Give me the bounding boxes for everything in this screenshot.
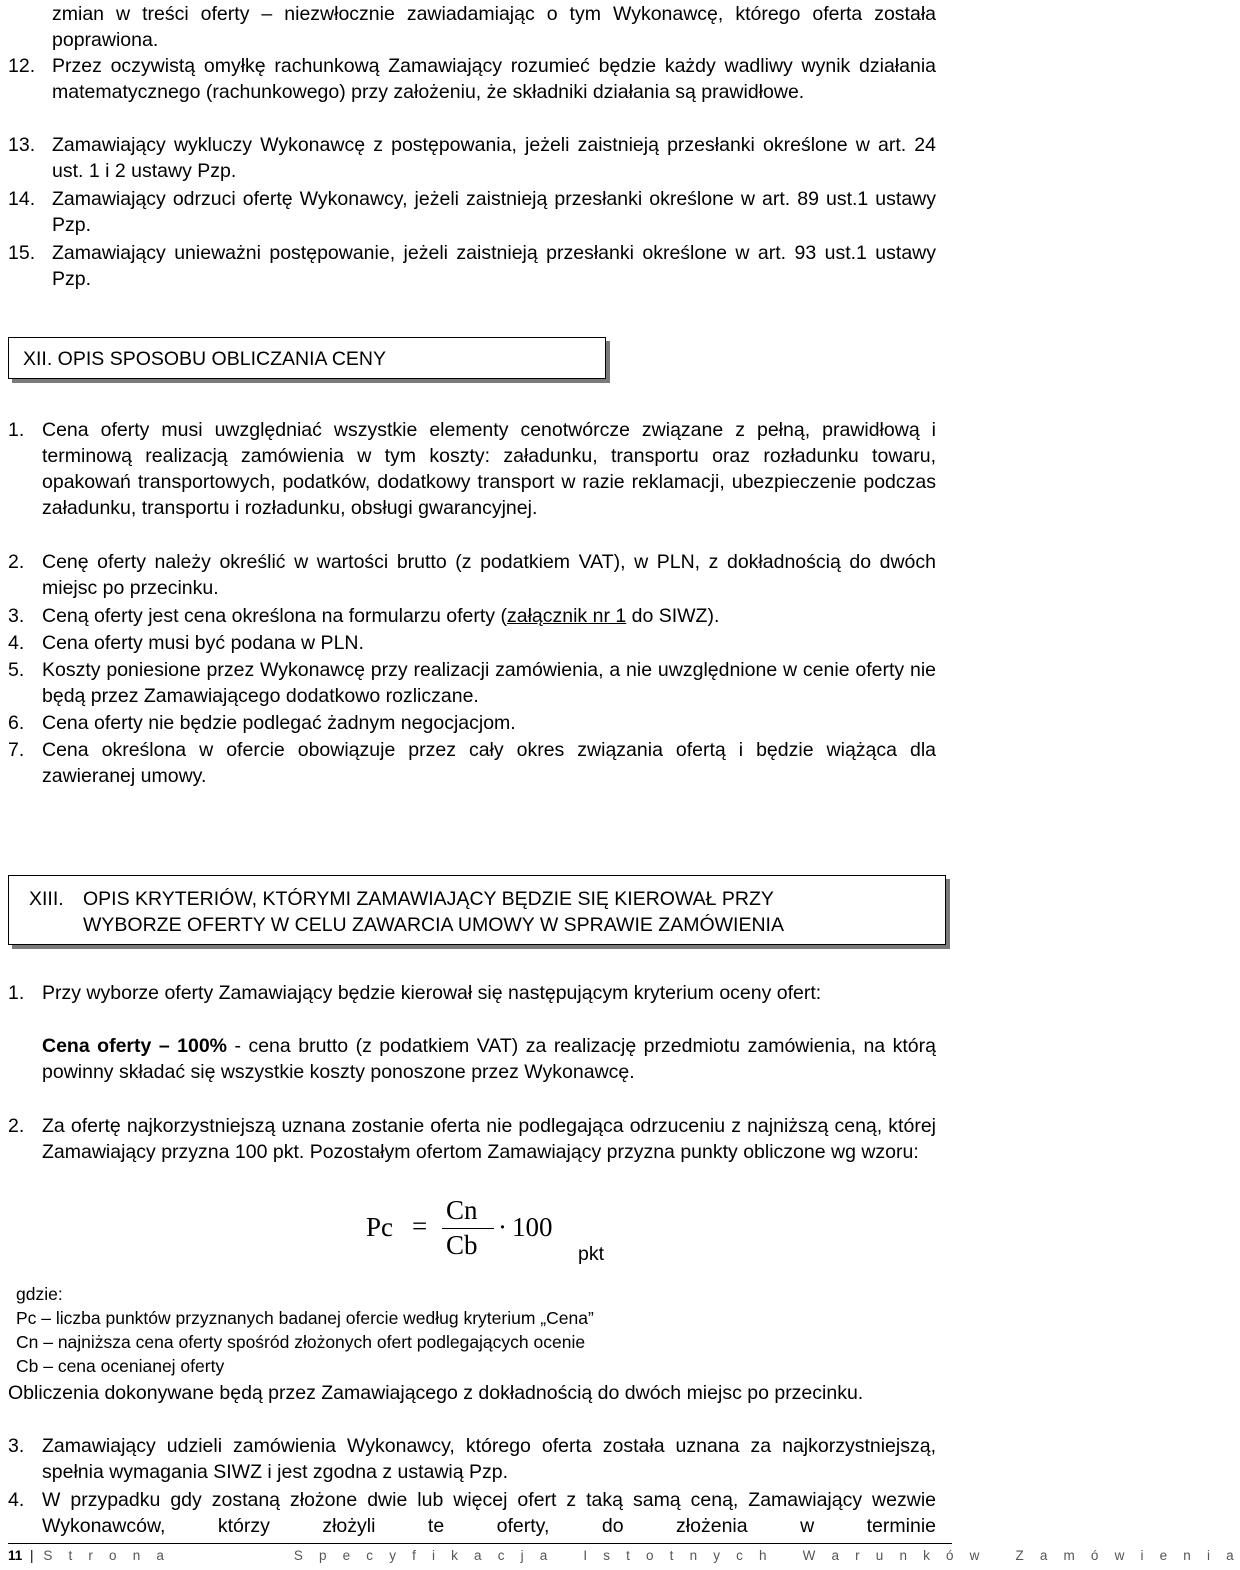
item-text: Cena oferty musi uwzględniać wszystkie elementy cenotwórcze związane z pełną, prawidłową i terminową realizacją zamówienia w tym koszty: załadunku, transportu oraz rozładunku towaru, opakowań transportowych, podatków, dodatkowy transport w razie reklamacji, ubezpieczenie podczas załadunku, transportu i rozładunku, obsługi gwarancyjnej. [42, 419, 936, 519]
item-text: Zamawiający unieważni postępowanie, jeżeli zaistnieją przesłanki określone w art. 93 ust.1 ustawy Pzp. [52, 242, 936, 290]
list-item [8, 1113, 936, 1191]
item-number: 5. [8, 659, 25, 681]
item-number: 6. [8, 712, 25, 734]
list-item [8, 549, 936, 601]
item-number: 3. [8, 605, 25, 627]
item-number: 12. [8, 55, 36, 77]
section-heading-xiii [8, 875, 946, 945]
item-text: Cena oferty nie będzie podlegać żadnym negocjacjom. [42, 712, 516, 734]
list-item [8, 980, 936, 1032]
page-number: 11 [8, 1548, 23, 1563]
item-number: 14. [8, 188, 36, 210]
item-text: Zamawiający udzieli zamówienia Wykonawcy, którego oferta została uznana za najkorzystniejszą, spełnia wymagania SIWZ i jest zgodna z ustawią Pzp. [42, 1435, 936, 1483]
section-heading-line2: WYBORZE OFERTY W CELU ZAWARCIA UMOWY W SPRAWIE ZAMÓWIENIA [83, 914, 784, 936]
item-text: Zamawiający wykluczy Wykonawcę z postępowania, jeżeli zaistnieją przesłanki określone w art. 24 ust. 1 i 2 ustawy Pzp. [52, 134, 936, 182]
item-number: 1. [8, 982, 25, 1004]
footer-divider [8, 1543, 952, 1544]
attachment-link[interactable]: załącznik nr 1 [506, 605, 627, 627]
formula-lhs: Pc [366, 1212, 393, 1242]
list-item [8, 657, 936, 709]
item-text: W przypadku gdy zostaną złożone dwie lub więcej ofert z taką samą ceną, Zamawiający wezwie Wykonawców, którzy złożyli te oferty, do złożenia w terminie [42, 1489, 936, 1537]
item-text: Za ofertę najkorzystniejszą uznana zostanie oferta nie podlegająca odrzuceniu z najniższą ceną, której Zamawiający przyzna 100 pkt. Pozostałym ofertom Zamawiający przyzna punkty obliczone wg wzoru: [42, 1115, 936, 1163]
criterion-paragraph [42, 1033, 936, 1085]
continuation-paragraph: zmian w treści oferty – niezwłocznie zawiadamiając o tym Wykonawcę, którego oferta została poprawiona. [52, 3, 936, 51]
formula-dot: · [498, 1212, 507, 1242]
item-text: Cena określona w ofercie obowiązuje przez cały okres związania ofertą i będzie wiążąca dla zawieranej umowy. [42, 739, 936, 787]
list-item [8, 630, 936, 656]
list-item [8, 737, 936, 789]
legend-line: Pc – liczba punktów przyznanych badanej ofercie według kryterium „Cena” [16, 1308, 594, 1328]
item-number: 4. [8, 1489, 25, 1511]
section-heading-text: XII. OPIS SPOSOBU OBLICZANIA CENY [23, 348, 387, 370]
list-item [8, 603, 936, 629]
item-text: Zamawiający odrzuci ofertę Wykonawcy, jeżeli zaistnieją przesłanki określone w art. 89 ust.1 ustawy Pzp. [52, 188, 936, 236]
item-number: 1. [8, 419, 25, 441]
rounding-paragraph: Obliczenia dokonywane będą przez Zamawiającego z dokładnością do dwóch miejsc po przecinku. [8, 1382, 864, 1404]
item-text: do SIWZ). [626, 605, 720, 627]
item-text: Przez oczywistą omyłkę rachunkową Zamawiający rozumieć będzie każdy wadliwy wynik działania matematycznego (rachunkowego) przy założeniu, że składniki działania są prawidłowe. [52, 55, 936, 103]
item-number: 2. [8, 551, 25, 573]
section-heading-line1: OPIS KRYTERIÓW, KTÓRYMI ZAMAWIAJĄCY BĘDZIE SIĘ KIEROWAŁ PRZY [83, 888, 774, 910]
section-heading-xii [8, 337, 606, 379]
item-number: 13. [8, 134, 36, 156]
legend-heading: gdzie: [16, 1284, 63, 1304]
list-item [8, 710, 936, 736]
item-number: 7. [8, 739, 25, 761]
item-number: 4. [8, 632, 25, 654]
score-formula [360, 1192, 620, 1272]
legend-line: Cn – najniższa cena oferty spośród złożonych ofert podlegających ocenie [16, 1332, 586, 1352]
item-text: Cena oferty musi być podana w PLN. [42, 632, 364, 654]
item-text: Przy wyborze oferty Zamawiający będzie kierował się następującym kryterium oceny ofert: [42, 982, 822, 1004]
fraction-bar [442, 1228, 494, 1229]
list-item [8, 1487, 936, 1539]
list-item [8, 1433, 936, 1485]
item-text: Koszty poniesione przez Wykonawcę przy realizacji zamówienia, a nie uwzględnione w cenie oferty nie będą przez Zamawiającego dodatkowo rozliczane. [42, 659, 936, 707]
item-text: Cenę oferty należy określić w wartości brutto (z podatkiem VAT), w PLN, z dokładnością do dwóch miejsc po przecinku. [42, 551, 936, 599]
page-footer [8, 1548, 1240, 1564]
legend-line: Cb – cena ocenianej oferty [16, 1356, 225, 1376]
item-number: 3. [8, 1435, 25, 1457]
footer-document-title: S p e c y f i k a c j a I s t o t n y c h W a r u n k ó w Z a m ó w i e n i a [293, 1548, 1240, 1563]
section-heading-number: XIII. [29, 888, 64, 910]
criterion-name: Cena oferty – 100% [42, 1035, 228, 1057]
formula-equals: = [412, 1211, 428, 1241]
formula-numerator: Cn [446, 1195, 478, 1225]
formula-factor: 100 [512, 1212, 553, 1242]
item-text: Ceną oferty jest cena określona na formularzu oferty ( [42, 605, 507, 627]
list-item [8, 132, 936, 184]
list-item [8, 186, 936, 238]
footer-page-word: S t r o n a [43, 1548, 171, 1563]
list-item [8, 53, 936, 131]
formula-denominator: Cb [446, 1230, 478, 1260]
formula-unit: pkt [578, 1243, 605, 1265]
item-number: 15. [8, 242, 36, 264]
list-item [8, 417, 936, 547]
criterion-description: - cena brutto (z podatkiem VAT) za realizację przedmiotu zamówienia, na którą powinny składać się wszystkie koszty ponoszone przez Wykonawcę. [42, 1035, 936, 1083]
footer-separator: | [30, 1548, 34, 1563]
item-number: 2. [8, 1115, 25, 1137]
list-item [8, 240, 936, 292]
